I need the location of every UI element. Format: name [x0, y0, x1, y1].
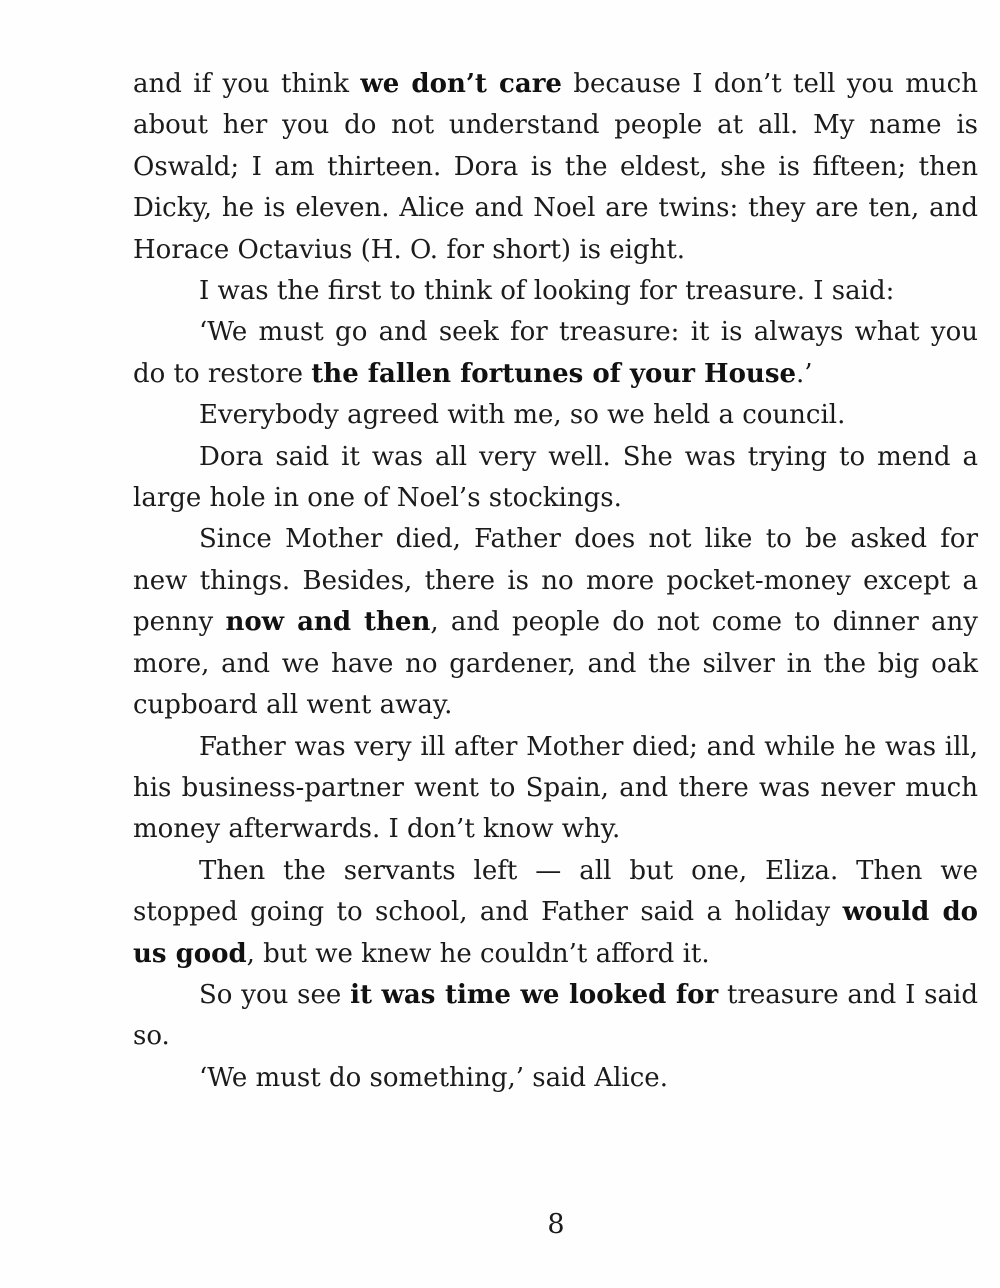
text-run: Dora said it was all very well. She was trying to mend a large hole in one of Noel’s stockings.: [133, 441, 978, 514]
text-run: , and people do not come to dinner any more, and we have no gardener, and the silver in the big oak cupboard all went away.: [133, 607, 978, 721]
bold-phrase: now and then: [225, 607, 431, 638]
text-run: and if you think: [133, 69, 361, 99]
text-run: I was the first to think of looking for treasure. I said:: [199, 276, 895, 307]
text-run: Father was very ill after Mother died; and while he was ill, his business-partner went to Spain, and there was never much money afterwards. I don’t know why.: [133, 731, 978, 845]
paragraph: [133, 437, 978, 520]
body-text: [133, 64, 978, 1099]
paragraph: [133, 312, 978, 395]
page-number: 8: [547, 1209, 565, 1240]
text-run: So you see: [199, 979, 351, 1010]
paragraph: [133, 975, 978, 1058]
text-run: Since Mother died, Father does not like to be asked for new things. Besides, there is no more pocket-money except a penny: [133, 524, 978, 638]
bold-phrase: it was time we looked for: [350, 979, 719, 1010]
bold-phrase: would do us good: [133, 897, 978, 969]
text-run: , but we knew he couldn’t afford it.: [246, 938, 710, 969]
paragraph: [133, 851, 978, 975]
text-run: ‘We must do something,’ said Alice.: [199, 1062, 668, 1093]
paragraph: [133, 519, 978, 726]
paragraph: [133, 395, 978, 436]
text-run: ‘We must go and seek for treasure: it is always what you do to restore: [133, 317, 978, 389]
text-run: .’: [796, 358, 813, 389]
bold-phrase: we don’t care: [360, 69, 562, 99]
paragraph: [133, 1058, 978, 1099]
text-run: Everybody agreed with me, so we held a council.: [199, 400, 846, 431]
text-run: treasure and I said so.: [133, 979, 978, 1052]
paragraph: [133, 727, 978, 851]
bold-phrase: the fallen fortunes of your House: [311, 358, 797, 389]
text-run: because I don’t tell you much about her you do not understand people at all. My name is Oswald; I am thirteen. Dora is the eldest, she is fifteen; then Dicky, he is eleven. Alice and Noel are twins: they are ten, and Horace Octavius (H. O. for short) is eight.: [133, 69, 978, 265]
paragraph: [133, 64, 978, 271]
text-run: Then the servants left — all but one, Eliza. Then we stopped going to school, and Father said a holiday: [133, 855, 978, 928]
paragraph: [133, 271, 978, 312]
